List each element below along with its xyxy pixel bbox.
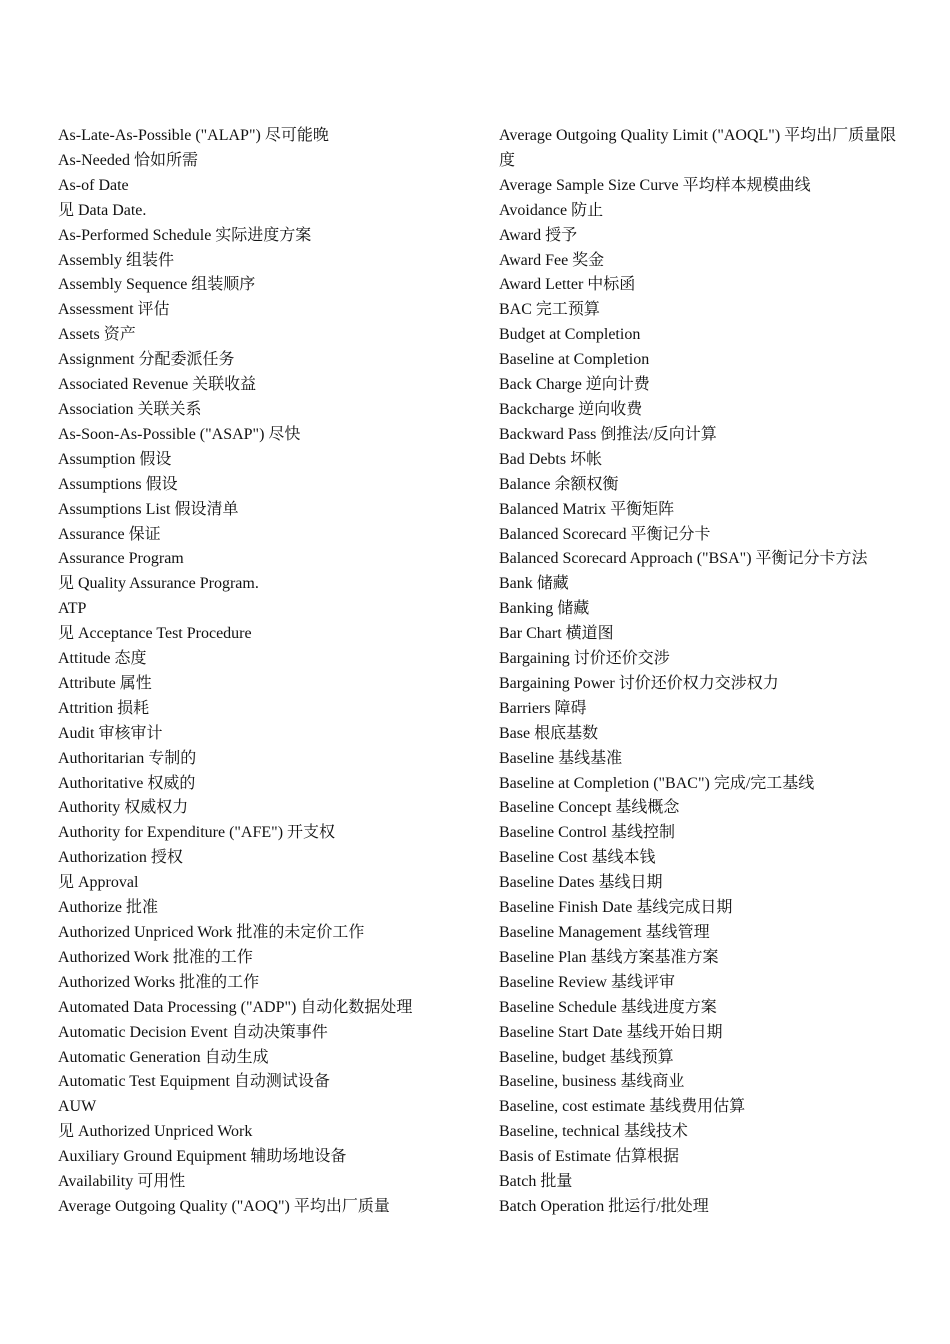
- glossary-entry: Bargaining Power 讨价还价权力交涉权力: [499, 674, 779, 692]
- glossary-entry: Automatic Test Equipment 自动测试设备: [58, 1073, 330, 1091]
- glossary-entry: As-of Date: [58, 176, 129, 194]
- glossary-entry: 见 Quality Assurance Program.: [58, 575, 259, 593]
- glossary-entry: Automatic Generation 自动生成: [58, 1048, 269, 1066]
- glossary-entry: Automatic Decision Event 自动决策事件: [58, 1023, 328, 1041]
- glossary-entry: As-Needed 恰如所需: [58, 151, 198, 169]
- glossary-entry: Authority for Expenditure ("AFE") 开支权: [58, 824, 336, 842]
- glossary-entry: Batch Operation 批运行/批处理: [499, 1197, 709, 1215]
- glossary-entry: Baseline Management 基线管理: [499, 924, 710, 941]
- glossary-entry: Authoritarian 专制的: [58, 749, 197, 767]
- glossary-entry: Authorize 批准: [58, 899, 158, 917]
- glossary-entry: Baseline Schedule 基线进度方案: [499, 998, 717, 1016]
- glossary-entry: Assembly 组装件: [58, 251, 175, 269]
- glossary-entry: Baseline Dates 基线日期: [499, 874, 663, 892]
- glossary-entry: Award Fee 奖金: [499, 251, 605, 269]
- glossary-entry: Attribute 属性: [58, 674, 152, 692]
- glossary-entry: Budget at Completion: [499, 326, 641, 344]
- glossary-entry: Baseline Concept 基线概念: [499, 799, 680, 817]
- glossary-entry: Assets 资产: [58, 326, 136, 344]
- glossary-entry: Baseline Review 基线评审: [499, 973, 675, 991]
- glossary-entry: Banking 储藏: [499, 600, 590, 618]
- glossary-entry: Basis of Estimate 估算根据: [499, 1148, 679, 1166]
- glossary-entry: Baseline 基线基准: [499, 749, 623, 767]
- glossary-entry: Batch 批量: [499, 1173, 573, 1191]
- glossary-entry: Bank 储藏: [499, 575, 569, 593]
- glossary-entry: Authorized Unpriced Work 批准的未定价工作: [58, 924, 365, 941]
- glossary-entry: ATP: [58, 600, 87, 618]
- glossary-entry: Baseline, business 基线商业: [499, 1073, 685, 1091]
- glossary-entry: Balanced Scorecard Approach ("BSA") 平衡记分卡方法: [499, 550, 868, 568]
- glossary-entry: Average Sample Size Curve 平均样本规模曲线: [499, 176, 811, 194]
- glossary-entry: Baseline Plan 基线方案基准方案: [499, 948, 719, 966]
- glossary-entry: Baseline, technical 基线技术: [499, 1123, 688, 1141]
- glossary-left-column: [58, 124, 468, 1220]
- glossary-entry: AUW: [58, 1098, 97, 1116]
- glossary-entry: Award Letter 中标函: [499, 276, 636, 294]
- glossary-entry: Balanced Scorecard 平衡记分卡: [499, 525, 711, 543]
- glossary-entry: As-Performed Schedule 实际进度方案: [58, 226, 312, 244]
- glossary-entry: 见 Authorized Unpriced Work: [58, 1123, 253, 1141]
- glossary-entry: Baseline, budget 基线预算: [499, 1048, 674, 1066]
- glossary-entry: Availability 可用性: [58, 1173, 186, 1191]
- glossary-entry: Assignment 分配委派任务: [58, 351, 235, 369]
- glossary-entry: Association 关联关系: [58, 400, 202, 418]
- glossary-entry: Attrition 损耗: [58, 699, 150, 717]
- glossary-entry: As-Late-As-Possible ("ALAP") 尽可能晚: [58, 127, 329, 144]
- glossary-entry: Associated Revenue 关联收益: [58, 376, 257, 394]
- glossary-entry: Balance 余额权衡: [499, 475, 619, 493]
- glossary-entry: Base 根底基数: [499, 724, 599, 742]
- glossary-entry: Baseline at Completion: [499, 351, 650, 369]
- glossary-entry: Average Outgoing Quality ("AOQ") 平均出厂质量: [58, 1197, 390, 1215]
- glossary-entry: As-Soon-As-Possible ("ASAP") 尽快: [58, 425, 301, 443]
- glossary-entry: Backward Pass 倒推法/反向计算: [499, 425, 717, 443]
- glossary-entry: Baseline Control 基线控制: [499, 824, 675, 842]
- glossary-entry: Baseline Finish Date 基线完成日期: [499, 899, 733, 917]
- glossary-entry: Avoidance 防止: [499, 201, 604, 219]
- glossary-entry: Balanced Matrix 平衡矩阵: [499, 500, 675, 518]
- glossary-entry: Assumptions 假设: [58, 475, 178, 493]
- glossary-entry: Assembly Sequence 组装顺序: [58, 276, 256, 294]
- glossary-entry: Authorized Work 批准的工作: [58, 948, 253, 966]
- glossary-entry: Bar Chart 横道图: [499, 625, 614, 643]
- glossary-entry: 见 Data Date.: [58, 201, 147, 219]
- glossary-right-column: [499, 124, 909, 1220]
- glossary-entry: 见 Acceptance Test Procedure: [58, 625, 252, 643]
- glossary-entry: Assessment 评估: [58, 301, 170, 319]
- glossary-entry: Authorization 授权: [58, 849, 183, 867]
- glossary-entry: Auxiliary Ground Equipment 辅助场地设备: [58, 1148, 347, 1166]
- glossary-entry: Attitude 态度: [58, 650, 147, 668]
- glossary-entry: Assurance 保证: [58, 525, 161, 543]
- glossary-entry: Audit 审核审计: [58, 724, 163, 742]
- glossary-entry: Backcharge 逆向收费: [499, 400, 643, 418]
- glossary-entry: Assumption 假设: [58, 450, 172, 468]
- glossary-entry: 见 Approval: [58, 874, 139, 892]
- glossary-entry: Average Outgoing Quality Limit ("AOQL") 平均出厂质量限度: [499, 127, 897, 169]
- glossary-entry: Assurance Program: [58, 550, 184, 568]
- glossary-entry: Back Charge 逆向计费: [499, 376, 650, 394]
- glossary-entry: Authorized Works 批准的工作: [58, 973, 260, 991]
- glossary-entry: Automated Data Processing ("ADP") 自动化数据处理: [58, 998, 413, 1016]
- glossary-entry: BAC 完工预算: [499, 301, 600, 319]
- glossary-entry: Authoritative 权威的: [58, 774, 196, 792]
- glossary-entry: Baseline Start Date 基线开始日期: [499, 1023, 723, 1041]
- glossary-entry: Assumptions List 假设清单: [58, 500, 239, 518]
- glossary-entry: Authority 权威权力: [58, 799, 189, 817]
- glossary-entry: Baseline, cost estimate 基线费用估算: [499, 1098, 746, 1116]
- glossary-entry: Barriers 障碍: [499, 699, 587, 717]
- glossary-entry: Baseline at Completion ("BAC") 完成/完工基线: [499, 774, 815, 792]
- glossary-entry: Award 授予: [499, 226, 578, 244]
- glossary-entry: Bad Debts 坏帐: [499, 450, 603, 468]
- glossary-entry: Bargaining 讨价还价交涉: [499, 650, 670, 668]
- glossary-entry: Baseline Cost 基线本钱: [499, 849, 656, 867]
